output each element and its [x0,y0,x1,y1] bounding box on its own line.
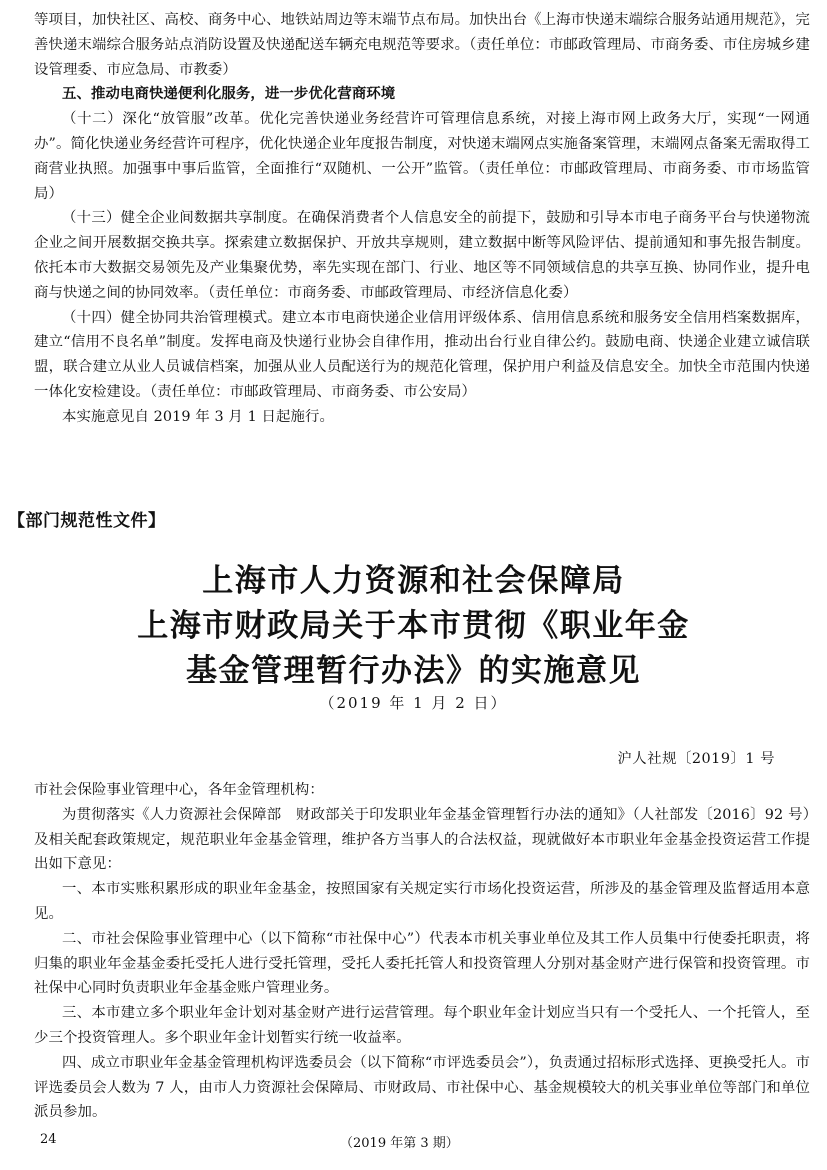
paragraph-item-13: （十三）健全企业间数据共享制度。在确保消费者个人信息安全的前提下，鼓励和引导本市电子商务平台与快递物流企业之间开展数据交换共享。探索建立数据保护、开放共享规则，建立数据中断等风险评估、提前通知和事先报告制度。依托本市大数据交易领先及产业集聚优势，率先实现在部门、行业、地区等不同领域信息的共享互换、协同作业，提升电商与快递之间的协同效率。（责任单位：市商务委、市邮政管理局、市经济信息化委） [34,210,810,301]
paragraph-item-12: （十二）深化“放管服”改革。优化完善快递业务经营许可管理信息系统，对接上海市网上政务大厅，实现“一网通办”。简化快递业务经营许可程序，优化快递企业年度报告制度，对快递末端网点实施备案管理，末端网点备案无需取得工商营业执照。加强事中事后监管，全面推行“双随机、一公开”监管。（责任单位：市邮政管理局、市商务委、市市场监管局） [34,111,810,202]
doc-number: 沪人社规〔2019〕1 号 [617,751,775,767]
issue-label: （2019 年第 3 期） [340,1136,459,1151]
addressee: 市社会保险事业管理中心，各年金管理机构： [34,782,324,798]
bottom-section [34,778,810,1125]
top-section [34,8,810,430]
paragraph-article-1: 一、本市实账积累形成的职业年金基金，按照国家有关规定实行市场化投资运营，所涉及的基金管理及监督适用本意见。 [34,881,810,922]
date-line: （2019 年 1 月 2 日） [319,694,508,712]
paragraph-article-2: 二、市社会保险事业管理中心（以下简称“市社保中心”）代表本市机关事业单位及其工作人员集中行使委托职责，将归集的职业年金基金委托受托人进行受托管理，受托人委托托管人和投资管理人分别对基金财产进行保管和投资管理。市社保中心同时负责职业年金基金账户管理业务。 [34,930,810,997]
paragraph-item-14: （十四）健全协同共治管理模式。建立本市电商快递企业信用评级体系、信用信息系统和服务安全信用档案数据库，建立“信用不良名单”制度。发挥电商及快递行业协会自律作用，推动出台行业自律公约。鼓励电商、快递企业建立诚信联盟，联合建立从业人员诚信档案，加强从业人员配送行为的规范化管理，保护用户利益及信息安全。加快全市范围内快递一体化安检建设。（责任单位：市邮政管理局、市商务委、市公安局） [34,309,810,400]
title-line-2: 上海市财政局关于本市贯彻《职业年金 [137,608,690,644]
paragraph-article-3: 三、本市建立多个职业年金计划对基金财产进行运营管理。每个职业年金计划应当只有一个受托人、一个托管人，至少三个投资管理人。多个职业年金计划暂实行统一收益率。 [34,1005,810,1046]
section-heading-5: 五、推动电商快递便利化服务，进一步优化营商环境 [62,85,396,103]
section-tag: 【部门规范性文件】 [8,511,166,531]
paragraph-preamble: 为贯彻落实《人力资源社会保障部 财政部关于印发职业年金基金管理暂行办法的通知》（人社部发〔2016〕92 号）及相关配套政策规定，规范职业年金基金管理，维护各方当事人的合法权益，现就做好本市职业年金基金投资运营工作提出如下意见： [34,806,810,873]
paragraph-continuation: 等项目，加快社区、高校、商务中心、地铁站周边等末端节点布局。加快出台《上海市快递末端综合服务站通用规范》，完善快递末端综合服务站点消防设置及快递配送车辆充电规范等要求。（责任单位：市邮政管理局、市商务委、市住房城乡建设管理委、市应急局、市教委） [34,12,810,78]
paragraph-article-4: 四、成立市职业年金基金管理机构评选委员会（以下简称“市评选委员会”），负责通过招标形式选择、更换受托人。市评选委员会人数为 7 人，由市人力资源社会保障局、市财政局、市社保中心、基金规模较大的机关事业单位等部门和单位派员参加。 [34,1054,810,1121]
page-number: 24 [40,1132,57,1147]
paragraph-effective-date: 本实施意见自 2019 年 3 月 1 日起施行。 [62,408,334,425]
title-line-3: 基金管理暂行办法》的实施意见 [186,653,641,689]
title-line-1: 上海市人力资源和社会保障局 [202,563,625,599]
